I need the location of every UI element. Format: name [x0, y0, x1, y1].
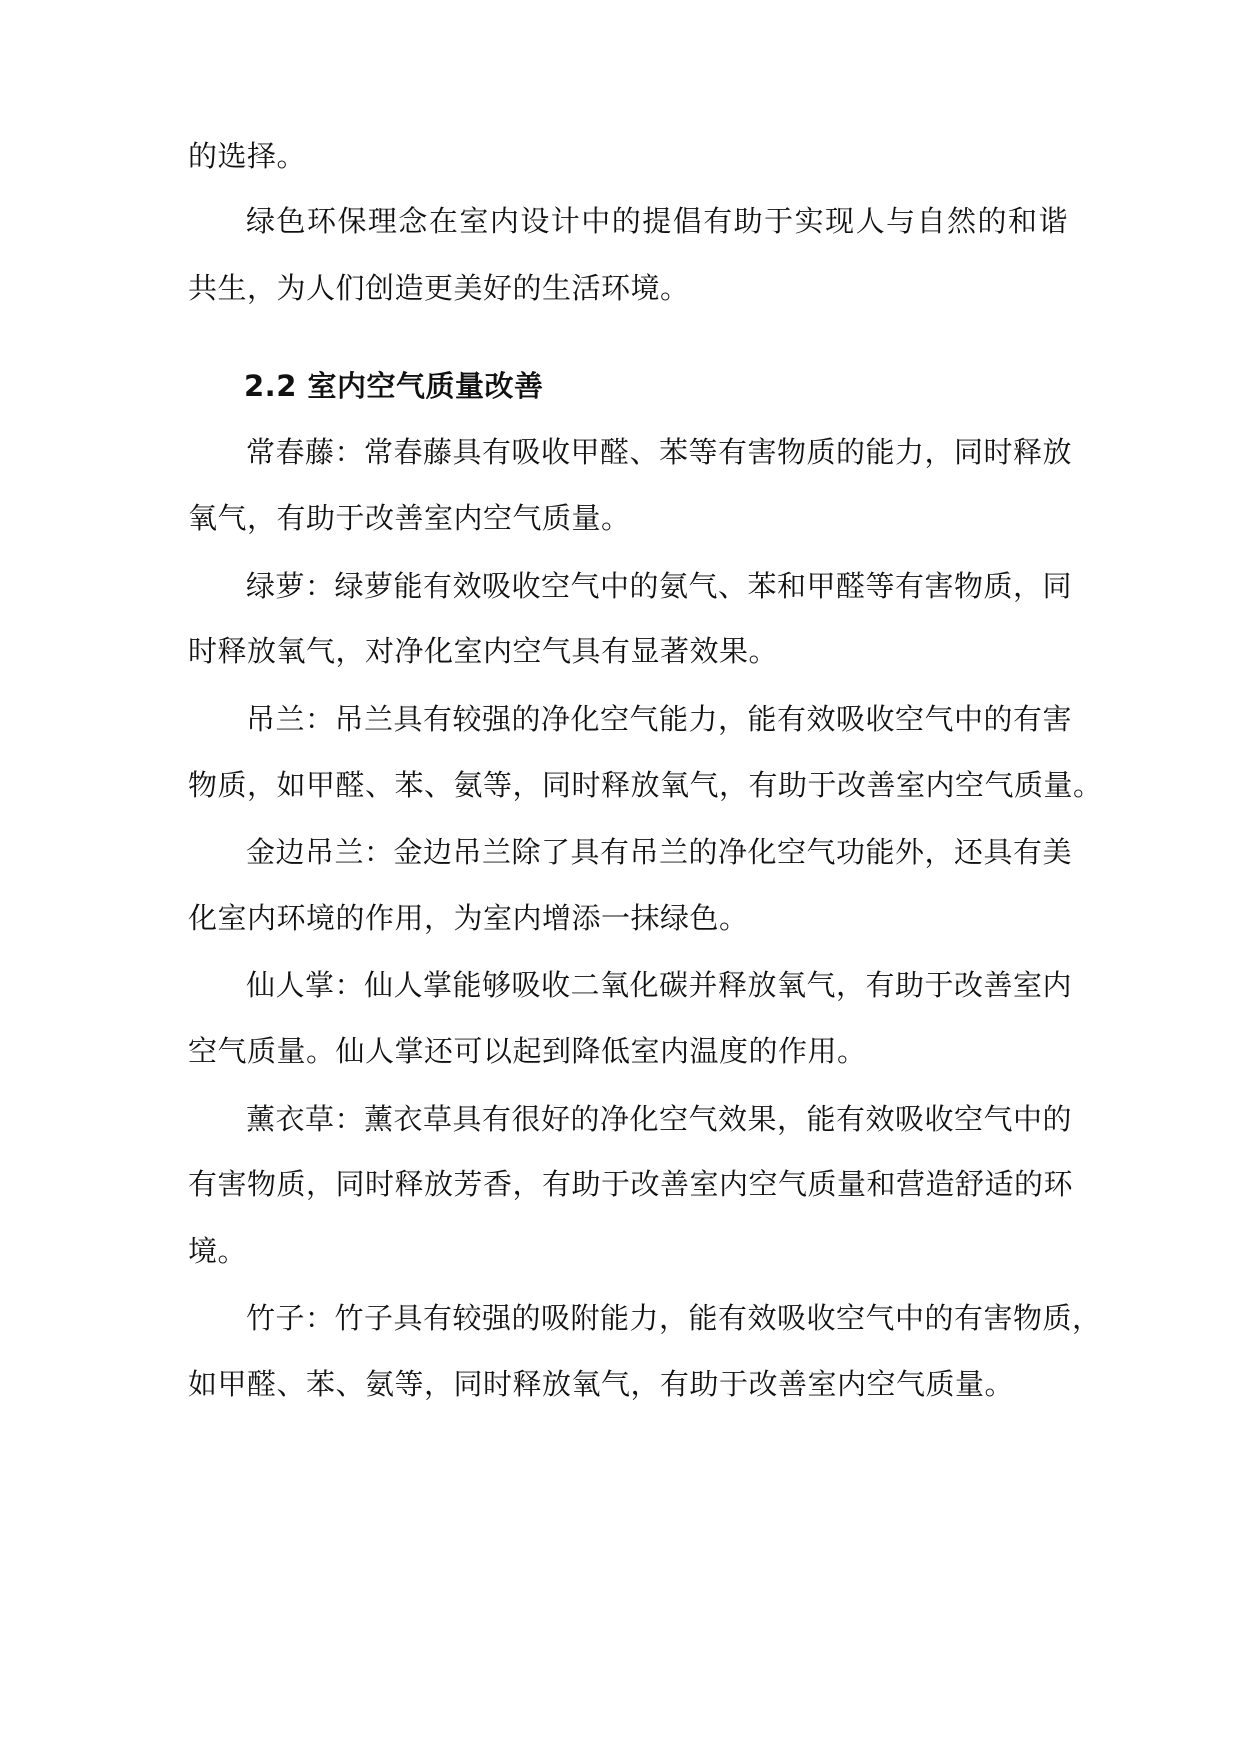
- paragraph-jinbian-diaolan-line-2: 化室内环境的作用，为室内增添一抹绿色。: [188, 901, 749, 935]
- paragraph-changchunteng-line-2: 氧气，有助于改善室内空气质量。: [188, 501, 631, 535]
- paragraph-jinbian-diaolan-line-1: 金边吊兰：金边吊兰除了具有吊兰的净化空气功能外，还具有美: [246, 835, 1073, 869]
- section-heading: 2.2 室内空气质量改善: [244, 369, 544, 403]
- paragraph-xunyicao-line-3: 境。: [188, 1234, 248, 1268]
- paragraph-diaolan-line-1: 吊兰：吊兰具有较强的净化空气能力，能有效吸收空气中的有害: [246, 702, 1073, 736]
- paragraph-zhuzi-line-1: 竹子：竹子具有较强的吸附能力，能有效吸收空气中的有害物质，: [246, 1301, 1102, 1335]
- paragraph-changchunteng-line-1: 常春藤：常春藤具有吸收甲醛、苯等有害物质的能力，同时释放: [246, 435, 1073, 469]
- intro-paragraph-line-2: 共生，为人们创造更美好的生活环境。: [188, 271, 690, 305]
- paragraph-zhuzi-line-2: 如甲醛、苯、氨等，同时释放氧气，有助于改善室内空气质量。: [188, 1367, 1015, 1401]
- paragraph-xunyicao-line-1: 薰衣草：薰衣草具有很好的净化空气效果，能有效吸收空气中的: [246, 1102, 1073, 1136]
- paragraph-diaolan-line-2: 物质，如甲醛、苯、氨等，同时释放氧气，有助于改善室内空气质量。: [188, 768, 1103, 802]
- paragraph-lvluo-line-1: 绿萝：绿萝能有效吸收空气中的氨气、苯和甲醛等有害物质，同: [246, 569, 1073, 603]
- paragraph-xianrenzhang-line-1: 仙人掌：仙人掌能够吸收二氧化碳并释放氧气，有助于改善室内: [246, 968, 1073, 1002]
- paragraph-lvluo-line-2: 时释放氧气，对净化室内空气具有显著效果。: [188, 634, 779, 668]
- paragraph-xunyicao-line-2: 有害物质，同时释放芳香，有助于改善室内空气质量和营造舒适的环: [188, 1167, 1074, 1201]
- paragraph-xianrenzhang-line-2: 空气质量。仙人掌还可以起到降低室内温度的作用。: [188, 1034, 867, 1068]
- intro-paragraph-line-1: 绿色环保理念在室内设计中的提倡有助于实现人与自然的和谐: [246, 204, 1068, 238]
- carryover-line: 的选择。: [188, 139, 307, 173]
